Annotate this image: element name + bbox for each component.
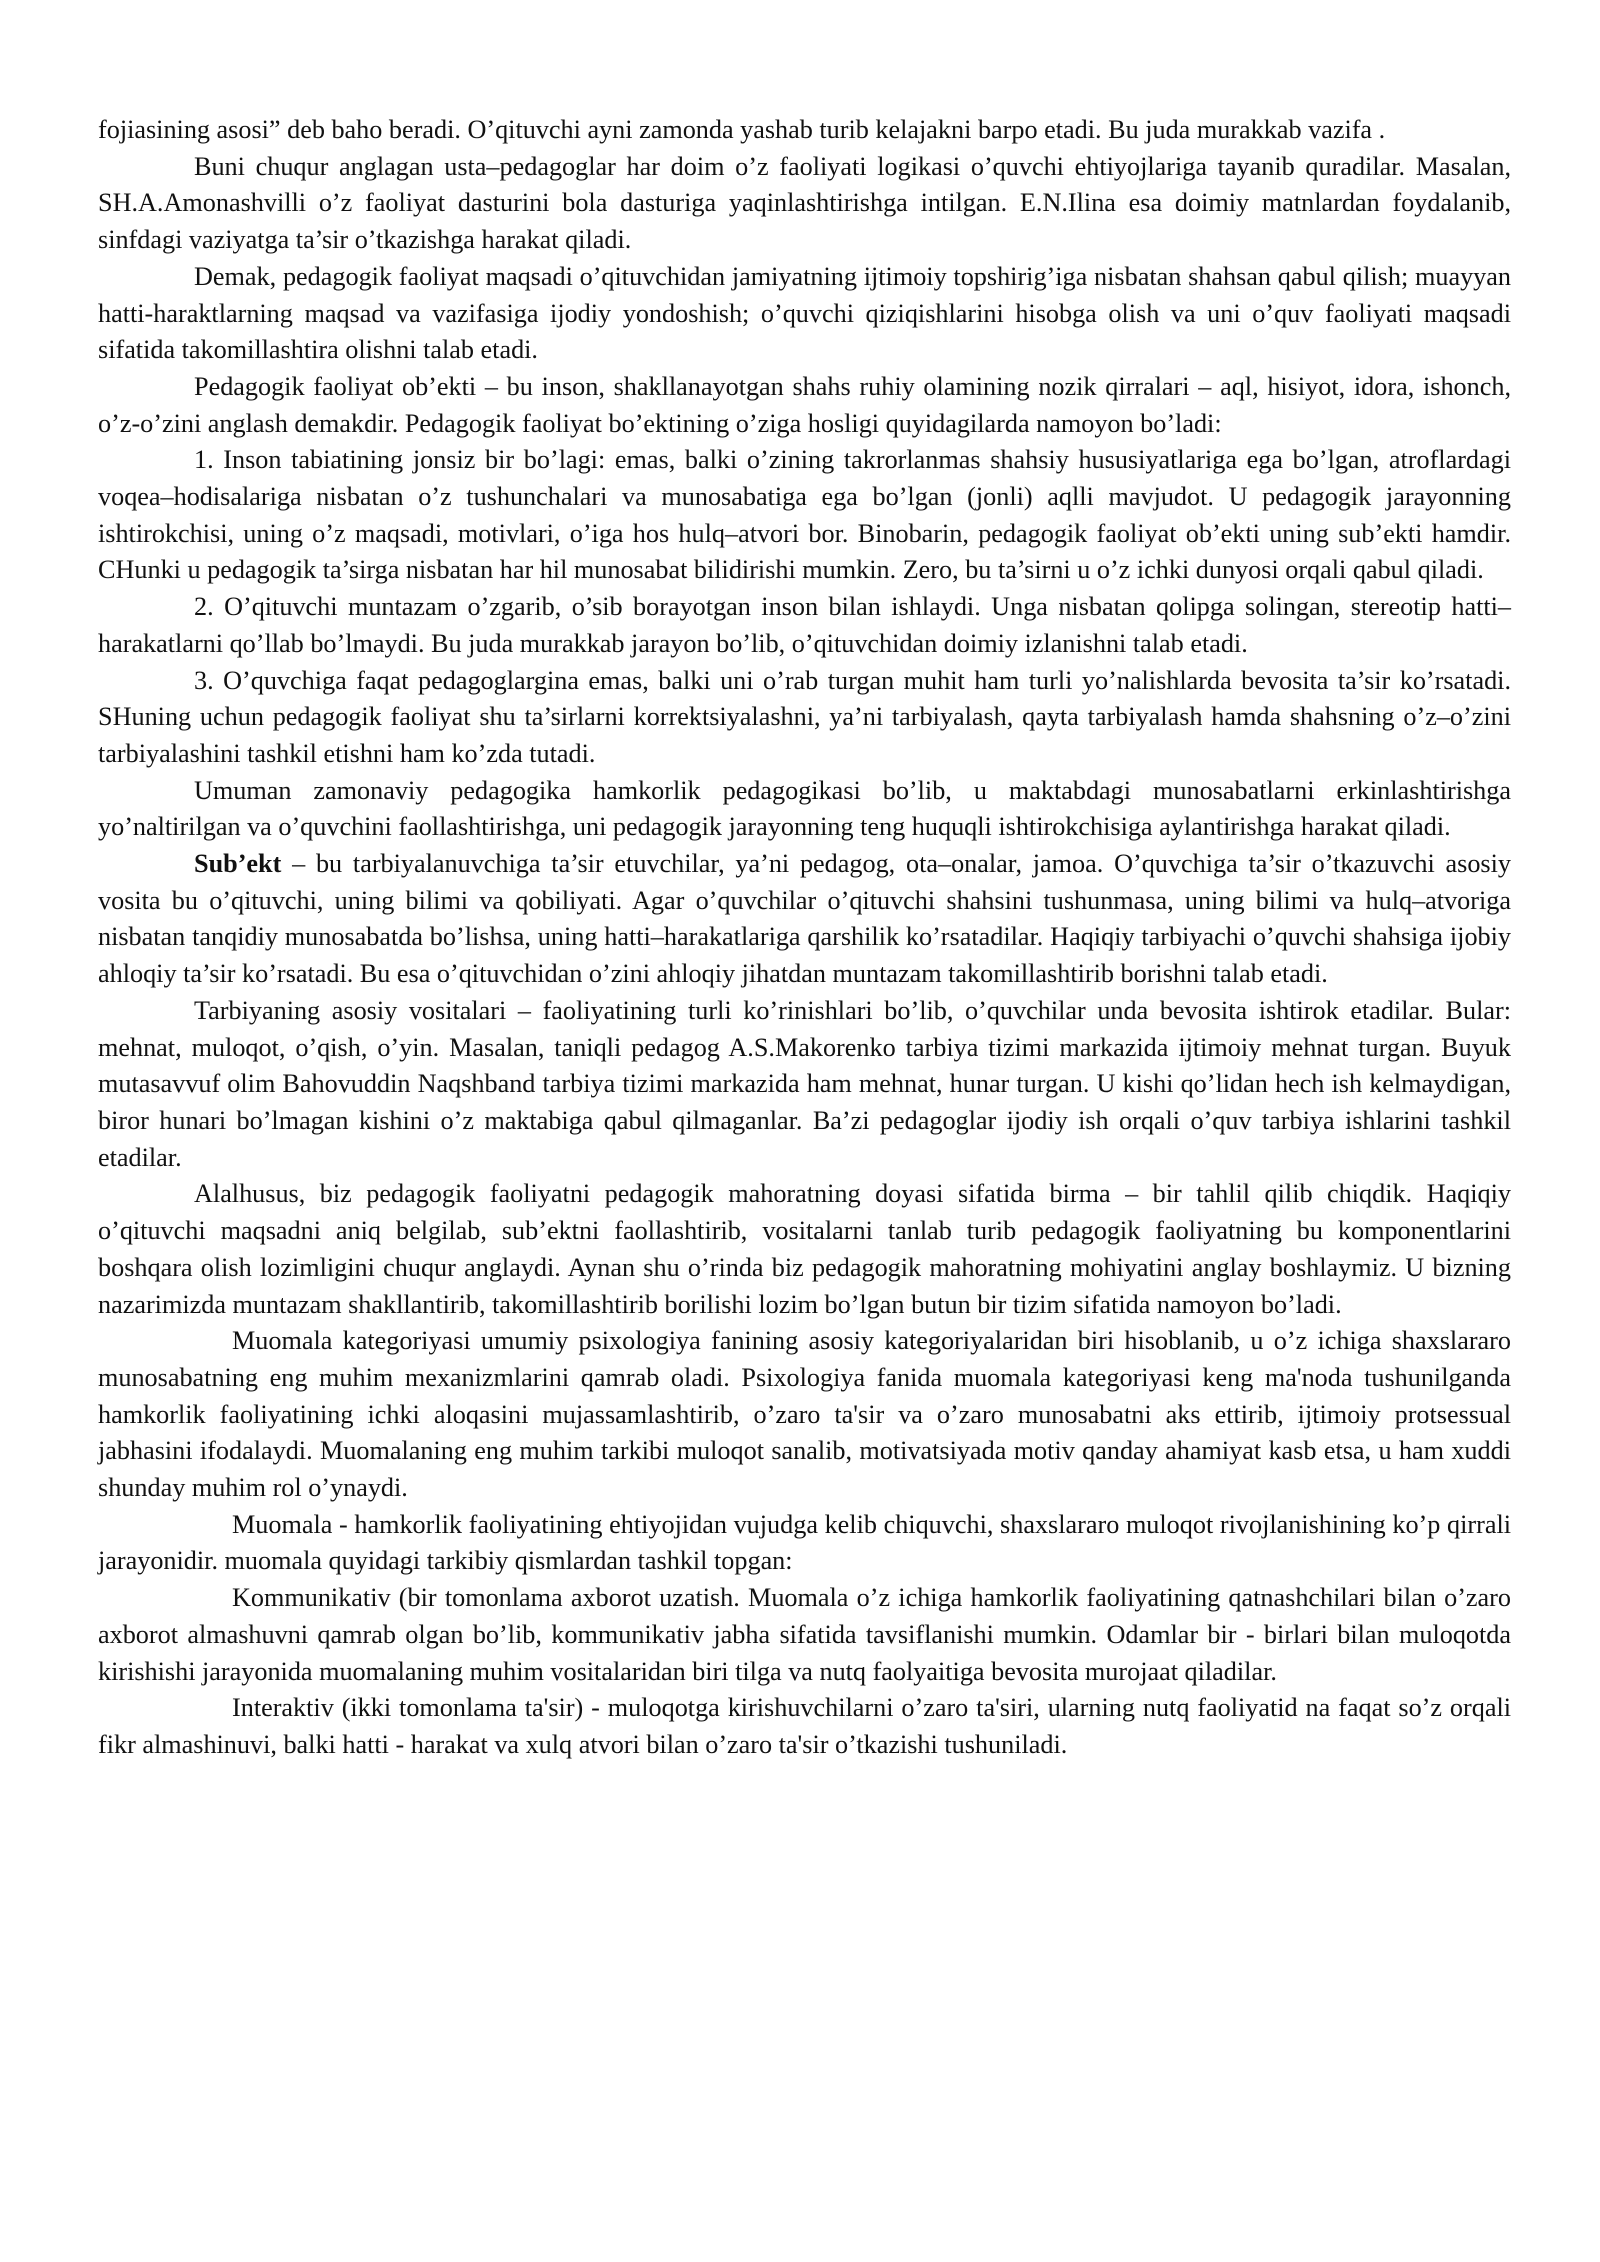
- paragraph-faoliyat-maqsadi: Demak, pedagogik faoliyat maqsadi o’qituvchidan jamiyatning ijtimoiy topshirig’iga nisbatan shahsan qabul qilish; muayyan hatti-haraktlarning maqsad va vazifasiga ijodiy yondoshish; o’quvchi qiziqishlarini hisobga olish va uni o’quv faoliyati maqsadi sifatida takomillashtira olishni talab etadi.: [98, 261, 1511, 365]
- paragraph-alalhusus: Alalhusus, biz pedagogik faoliyatni pedagogik mahoratning doyasi sifatida birma – bir tahlil qilib chiqdik. Haqiqiy o’qituvchi maqsadni aniq belgilab, sub’ektni faollashtirib, vositalarni tanlab turib pedagogik faoliyatning bu komponentlarini boshqara olish lozimligini chuqur anglaydi. Aynan shu o’rinda biz pedagogik mahoratning mohiyatini anglay boshlaymiz. U bizning nazarimizda muntazam shakllantirib, takomillashtirib borilishi lozim bo’lgan butun bir tizim sifatida namoyon bo’ladi.: [98, 1179, 1511, 1319]
- paragraph-usta-pedagoglar: Buni chuqur anglagan usta–pedagoglar har doim o’z faoliyati logikasi o’quvchi ehtiyojlariga tayanib quradilar. Masalan, SH.A.Amonashvilli o’z faoliyat dasturini bola dasturiga yaqinlashtirishga intilgan. E.N.Ilina esa doimiy matnlardan foydalanib, sinfdagi vaziyatga ta’sir o’tkazishga harakat qiladi.: [98, 151, 1511, 255]
- paragraph-list-item-2: 2. O’qituvchi muntazam o’zgarib, o’sib borayotgan inson bilan ishlaydi. Unga nisbatan qolipga solingan, stereotip hatti–harakatlarni qo’llab bo’lmaydi. Bu juda murakkab jarayon bo’lib, o’qituvchidan doimiy izlanishni talab etadi.: [98, 592, 1511, 658]
- paragraph-muomala-kategoriyasi: Muomala kategoriyasi umumiy psixologiya fanining asosiy kategoriyalaridan biri hisoblanib, u o’z ichiga shaxslararo munosabatning eng muhim mexanizmlarini qamrab oladi. Psixologiya fanida muomala kategoriyasi keng ma'noda tushunilganda hamkorlik faoliyatining ichki aloqasini mujassamlashtirib, o’zaro ta'sir va o’zaro munosabatni aks ettirib, ijtimoiy protsessual jabhasini ifodalaydi. Muomalaning eng muhim tarkibi muloqot sanalib, motivatsiyada motiv qanday ahamiyat kasb etsa, u ham xuddi shunday muhim rol o’ynaydi.: [98, 1326, 1511, 1503]
- paragraph-hamkorlik-pedagogikasi: Umuman zamonaviy pedagogika hamkorlik pedagogikasi bo’lib, u maktabdagi munosabatlarni erkinlashtirishga yo’naltirilgan va o’quvchini faollashtirishga, uni pedagogik jarayonning teng huquqli ishtirokchisiga aylantirishga harakat qiladi.: [98, 775, 1511, 842]
- subekt-text: – bu tarbiyalanuvchiga ta’sir etuvchilar, ya’ni pedagog, ota–onalar, jamoa. O’quvchiga ta’sir o’tkazuvchi asosiy vosita bu o’qituvchi, uning bilimi va qobiliyati. Agar o’quvchilar o’qituvchi shahsini tushunmasa, uning bilimi va hulq–atvoriga nisbatan tanqidiy munosabatda bo’lishsa, uning hatti–harakatlariga qarshilik ko’rsatadilar. Haqiqiy tarbiyachi o’quvchi shahsiga ijobiy ahloqiy ta’sir ko’rsatadi. Bu esa o’qituvchidan o’zini ahloqiy jihatdan muntazam takomillashtirib borishni talab etadi.: [98, 849, 1511, 989]
- paragraph-subekt: [98, 846, 1511, 993]
- paragraph-faoliyat-obekti: Pedagogik faoliyat ob’ekti – bu inson, shakllanayotgan shahs ruhiy olamining nozik qirralari – aql, hisiyot, idora, ishonch, o’z-o’zini anglash demakdir. Pedagogik faoliyat bo’ektining o’ziga hosligi quyidagilarda namoyon bo’ladi:: [98, 371, 1511, 438]
- paragraph-list-item-3: 3. O’quvchiga faqat pedagoglargina emas, balki uni o’rab turgan muhit ham turli yo’nalishlarda bevosita ta’sir ko’rsatadi. SHuning uchun pedagogik faoliyat shu ta’sirlarni korrektsiyalashni, ya’ni tarbiyalash, qayta tarbiyalash hamda shahsning o’z–o’zini tarbiyalashini tashkil etishni ham ko’zda tutadi.: [98, 665, 1511, 768]
- paragraph-list-item-1: 1. Inson tabiatining jonsiz bir bo’lagi: emas, balki o’zining takrorlanmas shahsiy hususiyatlariga ega bo’lgan, atroflardagi voqea–hodisalariga nisbatan o’z tushunchalari va munosabatiga ega bo’lgan (jonli) aqlli mavjudot. U pedagogik jarayonning ishtirokchisi, uning o’z maqsadi, motivlari, o’iga hos hulq–atvori bor. Binobarin, pedagogik faoliyat ob’ekti uning sub’ekti hamdir. CHunki u pedagogik ta’sirga nisbatan har hil munosabat bilidirishi mumkin. Zero, bu ta’sirni u o’z ichki dunyosi orqali qabul qiladi.: [98, 445, 1511, 585]
- paragraph-intro: fojiasining asosi” deb baho beradi. O’qituvchi ayni zamonda yashab turib kelajakni barpo etadi. Bu juda murakkab vazifa .: [98, 115, 1386, 144]
- paragraph-kommunikativ: Kommunikativ (bir tomonlama axborot uzatish. Muomala o’z ichiga hamkorlik faoliyatining qatnashchilari bilan o’zaro axborot almashuvni qamrab olgan bo’lib, kommunikativ jabha sifatida tavsiflanishi mumkin. Odamlar bir - birlari bilan muloqotda kirishishi jarayonida muomalaning muhim vositalaridan biri tilga va nutq faolyaitiga bevosita murojaat qiladilar.: [98, 1583, 1511, 1686]
- document-page: [98, 112, 1511, 1764]
- paragraph-interaktiv: Interaktiv (ikki tomonlama ta'sir) - muloqotga kirishuvchilarni o’zaro ta'siri, ularning nutq faoliyatid na faqat so’z orqali fikr almashinuvi, balki hatti - harakat va xulq atvori bilan o’zaro ta'sir o’tkazishi tushuniladi.: [98, 1693, 1511, 1759]
- subekt-term: Sub’ekt: [194, 849, 282, 879]
- paragraph-muomala-definition: Muomala - hamkorlik faoliyatining ehtiyojidan vujudga kelib chiquvchi, shaxslararo muloqot rivojlanishining ko’p qirrali jarayonidir. muomala quyidagi tarkibiy qismlardan tashkil topgan:: [98, 1509, 1511, 1576]
- paragraph-tarbiya-vositalari: Tarbiyaning asosiy vositalari – faoliyatining turli ko’rinishlari bo’lib, o’quvchilar unda bevosita ishtirok etadilar. Bular: mehnat, muloqot, o’qish, o’yin. Masalan, taniqli pedagog A.S.Makorenko tarbiya tizimi markazida ijtimoiy mehnat turgan. Buyuk mutasavvuf olim Bahovuddin Naqshband tarbiya tizimi markazida ham mehnat, hunar turgan. U kishi qo’lidan hech ish kelmaydigan, biror hunari bo’lmagan kishini o’z maktabiga qabul qilmaganlar. Ba’zi pedagoglar ijodiy ish orqali o’quv tarbiya ishlarini tashkil etadilar.: [98, 995, 1511, 1172]
